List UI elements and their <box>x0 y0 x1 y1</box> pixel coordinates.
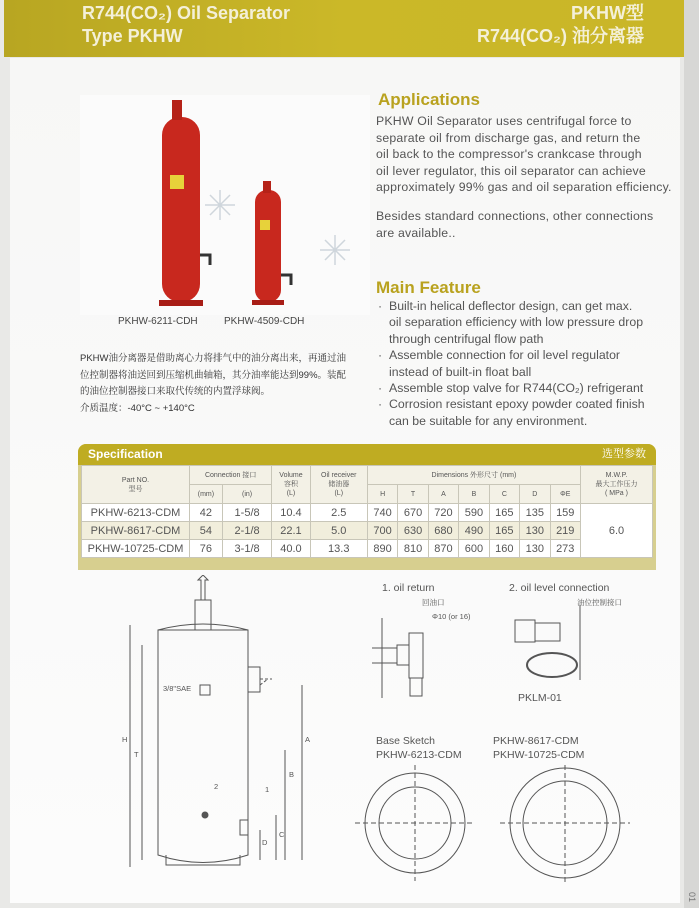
base-sketch-drawing <box>355 765 665 885</box>
applications-heading: Applications <box>378 90 481 109</box>
callout-1: 1 <box>265 785 270 794</box>
spec-title: Specification <box>88 447 163 461</box>
base-model-2-label: PKHW-8617-CDM <box>493 735 579 747</box>
product-photo <box>80 95 370 315</box>
title-cn-2: R744(CO₂) 油分离器 <box>476 26 644 46</box>
applications-text: PKHW Oil Separator uses centrifugal force to separate oil from discharge gas, and return the oil back to the compressor's crankcase through oil lever regulator, this oil separator can achieve approximately 99% gas and oil separation efficiency. Besides standard connections, other connections are available.. <box>376 114 672 240</box>
oil-return-label: 1. oil return <box>382 582 435 594</box>
title-en-1: R744(CO₂) Oil Separator <box>82 3 291 23</box>
table-row: PKHW-10725-CDM 76 3-1/8 40.0 13.3 890 810 870 600 160 130 273 <box>82 540 653 558</box>
separator-small <box>255 190 281 302</box>
dim-c-label: C <box>279 830 285 839</box>
mwp-value: 6.0 <box>581 504 653 558</box>
chinese-description: PKHW油分离器是借助离心力将排气中的油分离出来，再通过油 位控制器将油送回到压缩机曲轴箱，其分油率能达到99%。装配 的油位控制器接口来取代传统的内置浮球阀。 介质温度：-40°C ~ +140°C <box>80 353 347 414</box>
page-edge <box>684 0 699 908</box>
dim-a-label: A <box>305 735 311 744</box>
dim-h-label: H <box>122 735 128 744</box>
callout-2: 2 <box>214 782 219 791</box>
feature-item: · Assemble stop valve for R744(CO₂) refrigerant <box>376 380 645 396</box>
feature-list <box>376 298 645 429</box>
title-cn-1: PKHW型 <box>571 3 644 23</box>
feature-item: · Corrosion resistant epoxy powder coated finish can be suitable for any environment. <box>376 396 645 429</box>
caption-1: PKHW-6211-CDH <box>118 316 198 327</box>
main-feature-heading: Main Feature <box>376 278 481 297</box>
oil-return-cn: 回油口 <box>422 598 445 607</box>
spec-title-cn: 选型参数 <box>602 448 646 460</box>
oil-return-valve-drawing <box>372 618 452 698</box>
base-model-label: PKHW-6213-CDM <box>376 749 462 761</box>
header-band <box>4 0 684 57</box>
dim-d-label: D <box>262 838 268 847</box>
feature-item: · Assemble connection for oil level regulator instead of built-in float ball <box>376 347 645 380</box>
spec-table-panel <box>78 444 656 570</box>
table-row: PKHW-8617-CDM 54 2-1/8 22.1 5.0 700 630 680 490 165 130 219 <box>82 522 653 540</box>
oil-level-cn: 油位控制接口 <box>577 598 622 607</box>
spec-table: Part NO. 型号 Connection 接口 Volume 容积 (L) Oil receiver 储油器 (L) Dimensions 外形尺寸 (mm) M.W.P. 最大工作压力 ( MPa ) (mm) (in) H T A B C D ΦE PKHW-6213-CDM 42 1-5/8 10.4 2.5 740 670 720 590 165 135 159 6.0 PKHW-8617-CDM 54 2-1/8 22.1 5.0 700 630 680 490 165 130 219 PKHW-10725-CDM 76 3-1/8 40.0 13.3 890 810 870 600 160 130 273 <box>81 465 653 558</box>
oil-level-label: 2. oil level connection <box>509 582 610 594</box>
phi-label: Φ10 (or 16) <box>432 612 471 621</box>
sae-label: 3/8"SAE <box>163 684 192 693</box>
caption-2: PKHW-4509-CDH <box>224 316 305 327</box>
page-number: 01 <box>687 891 697 902</box>
title-en-2: Type PKHW <box>82 26 183 46</box>
base-sketch-label: Base Sketch <box>376 735 435 747</box>
feature-item: · Built-in helical deflector design, can get max. oil separation efficiency with low pressure drop through centrifugal flow path <box>376 298 645 347</box>
pklm-label: PKLM-01 <box>518 692 562 704</box>
separator-large <box>162 117 200 302</box>
table-row: PKHW-6213-CDM 42 1-5/8 10.4 2.5 740 670 720 590 165 135 159 6.0 <box>82 504 653 522</box>
oil-level-regulator-drawing <box>510 605 585 685</box>
dim-t-label: T <box>134 750 139 759</box>
dim-b-label: B <box>289 770 295 779</box>
outlet-arrow-icon <box>198 575 208 600</box>
base-model-3-label: PKHW-10725-CDM <box>493 749 585 761</box>
